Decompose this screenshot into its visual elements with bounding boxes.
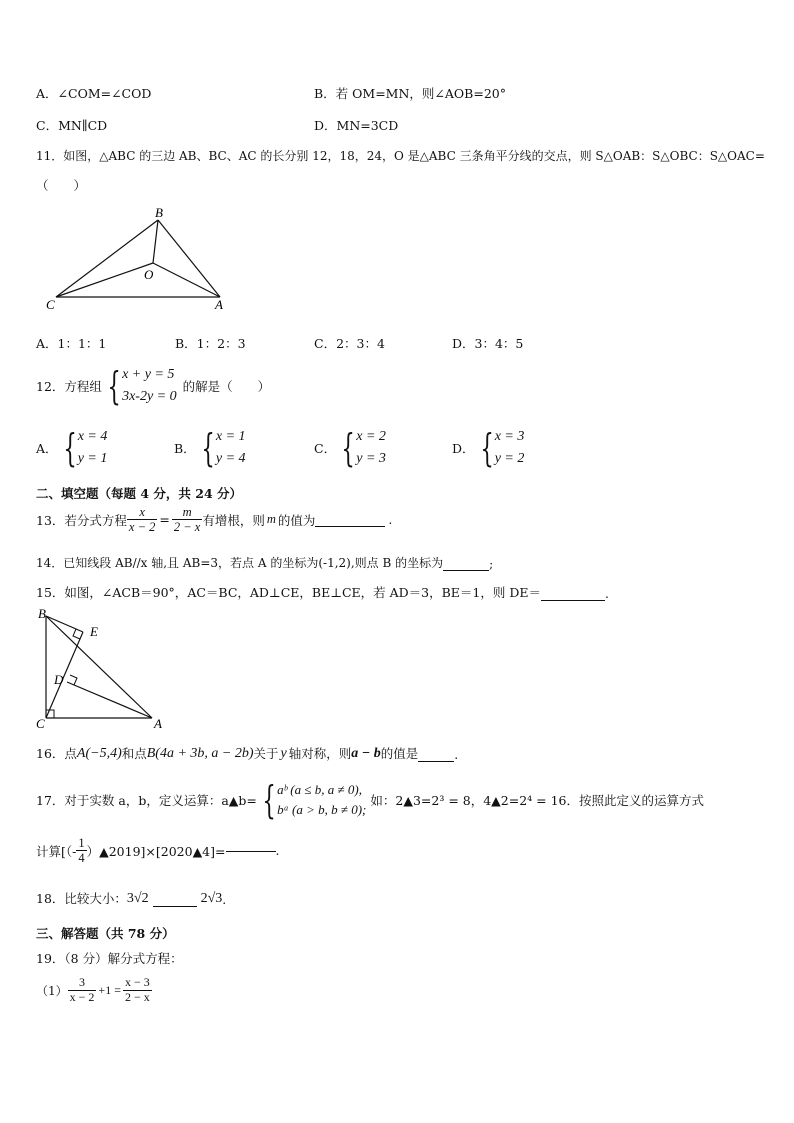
q13-equals: = [159, 512, 170, 528]
brace-icon: { [107, 364, 121, 408]
q14-answer-blank[interactable] [443, 556, 489, 571]
q18-left: 3√2 [126, 891, 149, 906]
q19-f2-num: x − 3 [124, 975, 150, 989]
q17-line2-p1: 计算[（- [36, 843, 77, 859]
segment-ce [46, 632, 83, 718]
q16-p3: 关于 [253, 746, 279, 761]
q13-var: m [266, 512, 276, 527]
q17-fraction [76, 836, 86, 866]
q19-f2-den: 2 − x [124, 989, 150, 1004]
q18-end: . [222, 892, 227, 907]
label-b: B [155, 205, 163, 220]
q17-case1: aᵇ (a ≤ b, a ≠ 0), [277, 782, 362, 797]
q14-text: 14．已知线段 AB//x 轴,且 AB=3，若点 A 的坐标为(-1,2),则点 B 的坐标为 [36, 556, 444, 570]
question-18 [36, 889, 226, 907]
question-17-line2 [36, 836, 279, 866]
q18-right: 2√3 [200, 891, 223, 906]
q16-point-b: B(4a + 3b, a − 2b) [146, 746, 254, 761]
q12-option-d [452, 426, 524, 470]
q17-case2: bᵃ (a > b, b ≠ 0); [277, 802, 367, 817]
q19-f1-num: 3 [68, 976, 97, 991]
q11-option-c: C．2：3：4 [314, 336, 385, 351]
q12-system [102, 364, 177, 408]
bisector-co [56, 263, 153, 297]
q12-prefix: 12．方程组 [36, 379, 102, 394]
q11-option-b: B．1：2：3 [175, 336, 246, 351]
q17-frac-den: 4 [78, 851, 85, 866]
bisector-bo [153, 220, 158, 263]
question-15 [36, 583, 609, 601]
section-3-heading: 三、解答题（共 78 分） [36, 926, 175, 941]
label-c: C [46, 297, 55, 312]
q12-option-d-label: D． [452, 441, 475, 456]
option-c: C．MN∥CD [36, 118, 108, 133]
q15-text: 15．如图，∠ACB＝90°，AC＝BC，AD⊥CE，BE⊥CE，若 AD＝3，BE＝1，则 DE＝ [36, 585, 541, 600]
q16-end: . [454, 747, 459, 762]
q17-frac-num: 1 [78, 836, 85, 850]
q13-prefix: 13．若分式方程 [36, 512, 127, 528]
q13-fraction-1 [127, 505, 157, 535]
q13-fraction-2 [172, 505, 202, 535]
section-2-heading: 二、填空题（每题 4 分，共 24 分） [36, 486, 243, 501]
label-b: B [38, 606, 46, 621]
q13-end: . [388, 512, 393, 528]
side-ba [46, 616, 152, 718]
q19-fraction-2 [123, 976, 152, 1005]
q13-f2-num: m [172, 505, 202, 520]
q16-answer-blank[interactable] [418, 747, 454, 762]
q18-p1: 18．比较大小： [36, 891, 127, 906]
triangle-abc-figure [40, 205, 240, 315]
brace-icon: { [341, 426, 355, 470]
option-a: A．∠COM=∠COD [36, 86, 152, 101]
q17-p1: 17．对于实数 a，b，定义运算：a▲b= [36, 793, 257, 808]
bisector-ao [153, 263, 220, 297]
q13-f1-num: x [127, 505, 157, 520]
q13-f2-den: 2 − x [173, 520, 201, 535]
q12-option-c-label: C． [314, 441, 337, 456]
q12-option-a [36, 426, 107, 470]
q19-plus: +1 = [98, 982, 121, 997]
question-17 [36, 780, 704, 820]
q12-eq2: 3x-2y = 0 [122, 389, 177, 404]
q12-c-line2: y = 3 [356, 451, 386, 466]
q16-p5: 的值是 [380, 746, 419, 761]
question-13 [36, 505, 392, 535]
q12-b-line1: x = 1 [215, 429, 246, 444]
q12-option-b-label: B． [174, 441, 196, 456]
q16-p4: 轴对称，则 [288, 746, 352, 761]
q12-option-c [314, 426, 386, 470]
q16-expr: a − b [351, 746, 381, 761]
q11-option-a: A．1：1：1 [36, 336, 107, 351]
q14-end: ; [489, 557, 494, 571]
side-cb [56, 220, 158, 297]
q12-suffix: 的解是（ ） [182, 379, 271, 394]
q15-end: . [605, 586, 609, 601]
right-triangle-figure [34, 604, 174, 730]
option-b: B．若 OM=MN，则∠AOB=20° [314, 86, 506, 101]
brace-icon: { [62, 426, 77, 470]
label-o: O [144, 267, 154, 282]
q19-sub1: （1） [36, 983, 68, 998]
q18-answer-blank[interactable] [153, 892, 197, 907]
question-19-stem: 19．（8 分）解分式方程： [36, 951, 183, 966]
segment-ad [67, 682, 152, 718]
q12-a-line2: y = 1 [77, 451, 108, 466]
q13-answer-blank[interactable] [315, 512, 385, 527]
q12-b-line2: y = 4 [215, 451, 246, 466]
q16-p2: 和点 [121, 746, 147, 761]
option-d: D．MN=3CD [314, 118, 399, 133]
label-e: E [90, 624, 98, 639]
question-14 [36, 554, 493, 571]
q13-suffix2: 的值为 [277, 512, 316, 528]
q17-line2-p2: ）▲2019]×[2020▲4]= [86, 843, 226, 859]
q12-option-b [174, 426, 246, 470]
label-c: C [36, 716, 45, 730]
question-16 [36, 744, 458, 762]
label-d: D [54, 672, 64, 687]
q13-suffix: 有增根，则 [202, 512, 265, 528]
question-12-stem [36, 364, 270, 408]
q12-d-line1: x = 3 [494, 429, 525, 444]
label-a: A [215, 297, 223, 312]
label-a: A [154, 716, 162, 730]
q12-c-line1: x = 2 [356, 429, 386, 444]
brace-icon: { [479, 426, 494, 470]
segment-be [46, 616, 83, 632]
q15-answer-blank[interactable] [541, 586, 605, 601]
q13-f1-den: x − 2 [128, 520, 156, 535]
q16-axis: y [280, 746, 287, 761]
brace-icon: { [201, 426, 215, 470]
q17-p2: 如：2▲3=2³ = 8，4▲2=2⁴ = 16．按照此定义的运算方式 [370, 793, 705, 808]
q12-option-a-label: A． [36, 441, 58, 456]
q16-p1: 16．点 [36, 746, 77, 761]
side-ba [158, 220, 220, 297]
q17-end: . [275, 843, 280, 859]
brace-icon: { [262, 778, 276, 822]
q12-a-line1: x = 4 [77, 429, 108, 444]
q12-eq1: x + y = 5 [122, 367, 175, 382]
question-11-paren: （ ） [36, 178, 87, 193]
question-11-stem: 11．如图，△ABC 的三边 AB、BC、AC 的长分别 12，18，24，O 是△ABC 三条角平分线的交点，则 S△OAB：S△OBC：S△OAC= [36, 149, 765, 163]
question-19-part1 [36, 976, 152, 1005]
q19-fraction-1 [68, 976, 97, 1005]
q16-point-a: A(−5,4) [76, 746, 122, 761]
q11-option-d: D．3：4：5 [452, 336, 524, 351]
q17-answer-blank[interactable] [226, 837, 276, 852]
q12-d-line2: y = 2 [494, 451, 525, 466]
q19-f1-den: x − 2 [69, 989, 95, 1004]
